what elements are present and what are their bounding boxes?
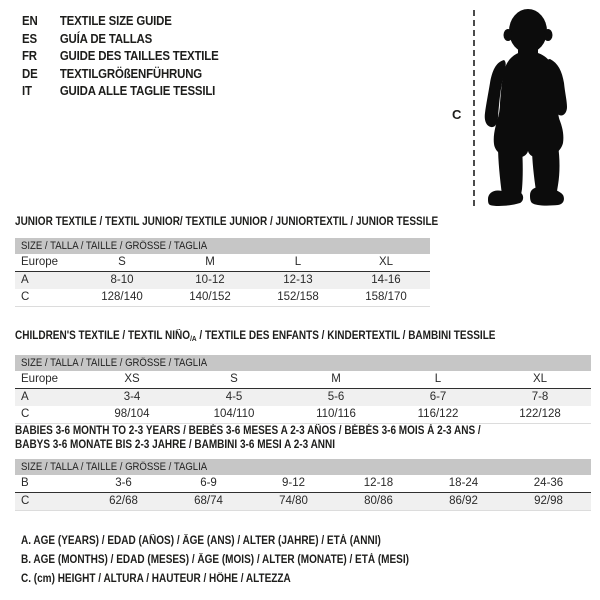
height-cell: 80/86 (364, 495, 393, 507)
age-cell: 4-5 (225, 391, 243, 403)
language-title-list (22, 12, 219, 100)
age-cell: 6-7 (429, 391, 447, 403)
age-cell: 14-16 (371, 274, 401, 286)
size-header-bar: SIZE / TALLA / TAILLE / GRÖSSE / TAGLIA (15, 459, 591, 475)
height-cell: 110/116 (316, 408, 356, 420)
height-cell: 140/152 (189, 291, 231, 303)
nino-a-subscript: /A (190, 334, 197, 343)
row-label: Europe (21, 373, 59, 385)
months-cell: 3-6 (115, 477, 132, 489)
height-cell: 92/98 (534, 495, 563, 507)
size-cell: S (118, 256, 126, 268)
height-cell: 128/140 (101, 291, 143, 303)
children-section-title: CHILDREN'S TEXTILE / TEXTIL NIÑO/A / TEXTILE DES ENFANTS / KINDERTEXTIL / BAMBINI TESSILE (15, 330, 496, 343)
size-cell: XS (124, 373, 140, 385)
height-cell: 122/128 (519, 408, 561, 420)
toddler-silhouette (484, 5, 570, 207)
language-code: IT (22, 83, 32, 99)
age-cell: 8-10 (110, 274, 134, 286)
legend-line-b: B. AGE (MONTHS) / EDAD (MESES) / ÂGE (MOIS) / ALTER (MONATE) / ETÀ (MESI) (21, 554, 409, 566)
babies-size-table (15, 459, 591, 511)
age-cell: 5-6 (327, 391, 345, 403)
language-code: ES (22, 30, 37, 46)
height-cell: 68/74 (194, 495, 223, 507)
junior-textile-section (15, 215, 439, 307)
table-row-europe (15, 371, 591, 389)
height-measure-label: C (452, 107, 462, 122)
children-size-table (15, 355, 591, 424)
table-row-months (15, 475, 591, 493)
language-code: DE (22, 65, 38, 81)
table-row-age (15, 389, 591, 406)
row-label: C (21, 291, 30, 303)
height-cell: 158/170 (365, 291, 407, 303)
height-measure-dashed-line (473, 10, 475, 206)
language-code: FR (22, 48, 37, 64)
months-cell: 12-18 (363, 477, 394, 489)
table-row-height (15, 406, 591, 423)
size-cell: M (205, 256, 215, 268)
row-label: B (21, 477, 29, 489)
table-row-height (15, 289, 430, 306)
language-label: GUIDA ALLE TAGLIE TESSILI (59, 83, 216, 99)
row-label: C (21, 408, 30, 420)
legend-line-a: A. AGE (YEARS) / EDAD (AÑOS) / ÂGE (ANS) / ALTER (JAHRE) / ETÀ (ANNI) (21, 535, 381, 547)
size-header-bar: SIZE / TALLA / TAILLE / GRÖSSE / TAGLIA (15, 238, 430, 254)
language-row-es (22, 30, 219, 48)
months-cell: 6-9 (200, 477, 217, 489)
size-cell: XL (378, 256, 394, 268)
table-row-europe (15, 254, 430, 272)
measure-legend (21, 532, 467, 589)
height-cell: 86/92 (449, 495, 478, 507)
age-cell: 3-4 (123, 391, 141, 403)
language-code: EN (22, 13, 38, 29)
row-label: C (21, 495, 30, 507)
age-cell: 7-8 (531, 391, 549, 403)
language-label: TEXTILGRÖßENFÜHRUNG (59, 65, 203, 81)
language-label: GUIDE DES TAILLES TEXTILE (59, 48, 219, 64)
size-cell: M (331, 373, 341, 385)
age-cell: 10-12 (195, 274, 225, 286)
language-row-it (22, 82, 219, 100)
language-label: GUÍA DE TALLAS (59, 30, 153, 46)
size-cell: L (434, 373, 442, 385)
height-cell: 74/80 (279, 495, 308, 507)
size-cell: S (230, 373, 238, 385)
height-cell: 104/110 (213, 408, 255, 420)
language-row-fr (22, 47, 219, 65)
junior-size-table (15, 238, 430, 307)
size-cell: XL (532, 373, 548, 385)
language-label: TEXTILE SIZE GUIDE (59, 13, 172, 29)
height-cell: 152/158 (277, 291, 319, 303)
size-header-bar: SIZE / TALLA / TAILLE / GRÖSSE / TAGLIA (15, 355, 591, 371)
babies-section-title-line1: BABIES 3-6 MONTH TO 2-3 YEARS / BEBÉS 3-6 MESES A 2-3 AÑOS / BÉBÉS 3-6 MOIS À 2-3 ANS / (15, 425, 481, 437)
table-row-height (15, 493, 591, 510)
size-cell: L (294, 256, 302, 268)
legend-line-c: C. (cm) HEIGHT / ALTURA / HAUTEUR / HÖHE / ALTEZZA (21, 573, 291, 585)
children-textile-section (15, 329, 591, 424)
row-label: A (21, 274, 29, 286)
height-cell: 62/68 (109, 495, 138, 507)
babies-textile-section (15, 424, 591, 511)
junior-section-title: JUNIOR TEXTILE / TEXTIL JUNIOR/ TEXTILE JUNIOR / JUNIORTEXTIL / JUNIOR TESSILE (15, 216, 439, 228)
language-row-de (22, 65, 219, 83)
height-cell: 116/122 (417, 408, 459, 420)
row-label: A (21, 391, 29, 403)
months-cell: 18-24 (448, 477, 479, 489)
months-cell: 9-12 (281, 477, 306, 489)
height-cell: 98/104 (114, 408, 150, 420)
babies-section-title-line2: BABYS 3-6 MONATE BIS 2-3 JAHRE / BAMBINI 3-6 MESI A 2-3 ANNI (15, 439, 336, 451)
table-row-age (15, 272, 430, 289)
months-cell: 24-36 (533, 477, 564, 489)
language-row-en (22, 12, 219, 30)
row-label: Europe (21, 256, 59, 268)
age-cell: 12-13 (283, 274, 313, 286)
